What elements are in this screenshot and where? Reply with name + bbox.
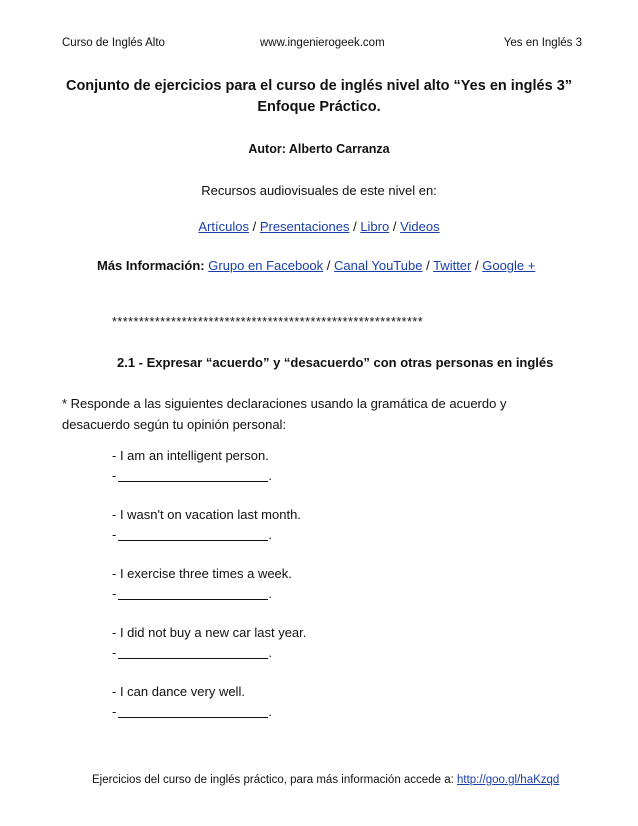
- answer-line: [112, 702, 272, 722]
- answer-line: [112, 525, 272, 545]
- exercise-item: [112, 564, 292, 604]
- exercise-item: [112, 623, 306, 663]
- instructions: * Responde a las siguientes declaraciones usando la gramática de acuerdo y desacuerdo según tu opinión personal:: [62, 396, 507, 432]
- header-course: Curso de Inglés Alto: [62, 37, 165, 49]
- answer-line: [112, 643, 272, 663]
- answer-line: [112, 584, 272, 604]
- exercise-item: [112, 682, 272, 722]
- link-google-plus[interactable]: Google +: [482, 258, 536, 273]
- answer-blank[interactable]: [118, 527, 268, 541]
- exercise-statement: - I can dance very well.: [112, 684, 245, 699]
- answer-prefix: -: [112, 645, 117, 660]
- exercise-item: [112, 446, 272, 486]
- link-separator: /: [392, 219, 401, 234]
- link-facebook-group[interactable]: Grupo en Facebook: [208, 258, 324, 273]
- more-info-label: Más Información:: [97, 258, 205, 273]
- link-separator: /: [475, 258, 483, 273]
- answer-suffix: .: [268, 527, 272, 542]
- answer-suffix: .: [268, 586, 272, 601]
- link-separator: /: [353, 219, 361, 234]
- exercise-statement: - I wasn't on vacation last month.: [112, 507, 301, 522]
- answer-suffix: .: [268, 645, 272, 660]
- resource-links: [0, 219, 638, 234]
- link-videos[interactable]: Videos: [400, 219, 440, 234]
- answer-prefix: -: [112, 704, 117, 719]
- answer-prefix: -: [112, 468, 117, 483]
- exercise-statement: - I did not buy a new car last year.: [112, 625, 307, 640]
- link-separator: /: [326, 258, 335, 273]
- title-line-2: Enfoque Práctico.: [257, 99, 381, 115]
- document-title: [0, 76, 638, 118]
- answer-prefix: -: [112, 527, 117, 542]
- answer-line: [112, 466, 272, 486]
- answer-suffix: .: [268, 468, 272, 483]
- answer-blank[interactable]: [118, 468, 268, 482]
- exercise-item: [112, 505, 301, 545]
- section-title: 2.1 - Expresar “acuerdo” y “desacuerdo” con otras personas en inglés: [117, 355, 554, 370]
- exercise-statement: - I am an intelligent person.: [112, 448, 269, 463]
- link-separator: /: [252, 219, 260, 234]
- link-libro[interactable]: Libro: [360, 219, 390, 234]
- header-level: Yes en Inglés 3: [503, 37, 582, 49]
- footer-link[interactable]: http://goo.gl/haKzqd: [457, 774, 560, 786]
- link-youtube-channel[interactable]: Canal YouTube: [334, 258, 423, 273]
- answer-suffix: .: [268, 704, 272, 719]
- header-website: www.ingenierogeek.com: [260, 37, 385, 49]
- link-separator: /: [426, 258, 434, 273]
- author-line: Autor: Alberto Carranza: [248, 142, 390, 156]
- title-line-1: Conjunto de ejercicios para el curso de inglés nivel alto “Yes en inglés 3”: [65, 78, 573, 94]
- link-articulos[interactable]: Artículos: [198, 219, 249, 234]
- exercise-statement: - I exercise three times a week.: [112, 566, 292, 581]
- link-twitter[interactable]: Twitter: [433, 258, 472, 273]
- more-info-line: [97, 258, 535, 273]
- footer-text: Ejercicios del curso de inglés práctico, para más información accede a:: [92, 774, 454, 786]
- link-presentaciones[interactable]: Presentaciones: [259, 219, 350, 234]
- answer-blank[interactable]: [118, 704, 268, 718]
- answer-prefix: -: [112, 586, 117, 601]
- page-header: [62, 37, 582, 53]
- page-footer: [92, 774, 559, 786]
- answer-blank[interactable]: [118, 645, 268, 659]
- answer-blank[interactable]: [118, 586, 268, 600]
- resources-text: Recursos audiovisuales de este nivel en:: [201, 183, 437, 198]
- star-separator: **********************************************************: [112, 315, 424, 329]
